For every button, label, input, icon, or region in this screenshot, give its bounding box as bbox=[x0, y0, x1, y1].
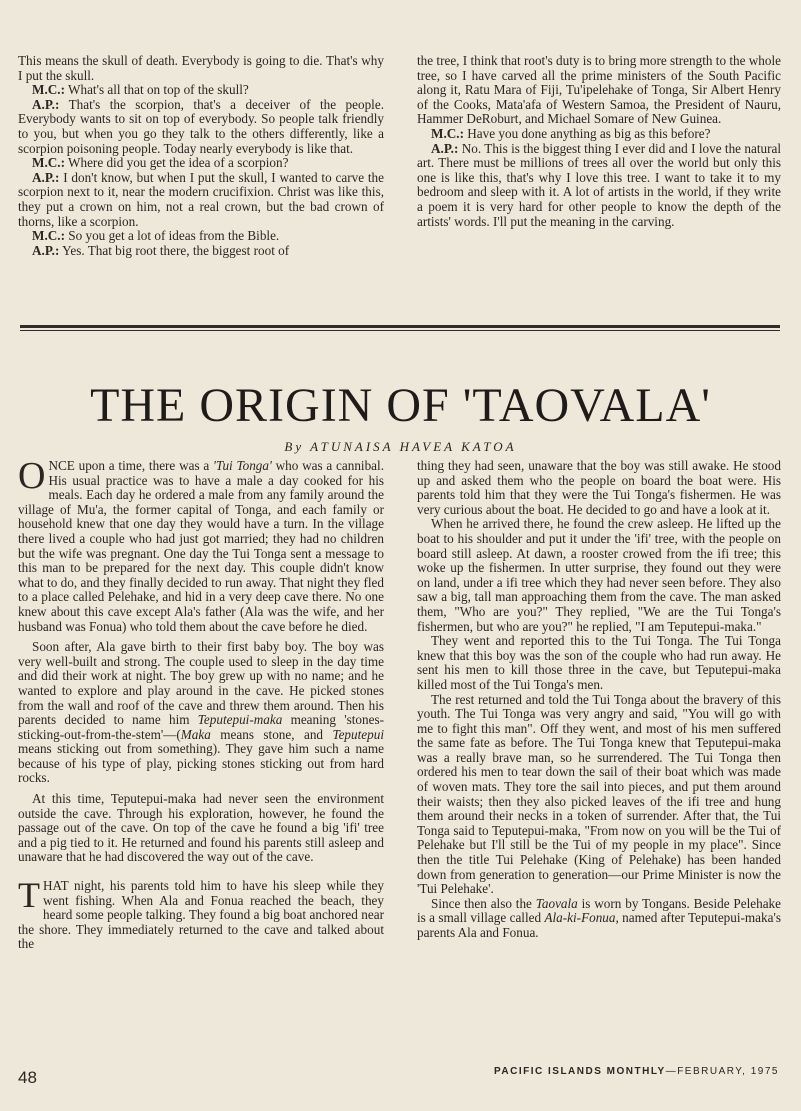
issue-date: —FEBRUARY, 1975 bbox=[665, 1066, 779, 1077]
article-column-right bbox=[417, 459, 781, 941]
running-footer bbox=[494, 1066, 779, 1077]
drop-cap: O bbox=[18, 455, 46, 497]
article-paragraph: Since then also the Taovala is worn by Tongans. Beside Pelehake is a small village called Ala-ki-Fonua, named after Teputepui-maka's parents Ala and Fonua. bbox=[417, 895, 782, 940]
interview-line: M.C.: So you get a lot of ideas from the Bible. bbox=[32, 228, 280, 244]
drop-cap: T bbox=[18, 875, 40, 916]
article-paragraph: At this time, Teputepui-maka had never seen the environment outside the cave. Through his exploration, however, he found the passage out of the cave. On top of the cave he found a big 'ifi' tree and a pig tied to it. He returned and found his parents still asleep and unaware that he had discovered the way out of the cave. bbox=[18, 791, 384, 865]
interview-column-left bbox=[18, 54, 384, 258]
page-number: 48 bbox=[18, 1068, 37, 1087]
interview-line: A.P.: No. This is the biggest thing I ever did and I love the natural art. There must be millions of trees all over the world but only this one is like this, that's why I love this tree. I want to take it to my bedroom and sleep with it. A lot of artists in the world, if they write a poem it is very hard for other people to know the depth of the artists' words. I'll put the meaning in the carving. bbox=[417, 140, 782, 229]
section-divider bbox=[20, 325, 780, 328]
interview-line: M.C.: What's all that on top of the skull? bbox=[32, 82, 249, 98]
interview-line: A.P.: Yes. That big root there, the biggest root of bbox=[32, 242, 290, 258]
interview-line: A.P.: That's the scorpion, that's a deceiver of the people. Everybody wants to sit on top of everybody. So people talk friendly to you, but when you go they talk to the others differently, like a scorpion poisoning people. Today nearly everybody is like that. bbox=[18, 96, 384, 156]
article-column-left bbox=[18, 455, 384, 952]
article-paragraph: thing they had seen, unaware that the boy was still awake. He stood up and asked them who the people on board the boat were. His parents told him that they were the Tui Tonga's fishermen. He was very curious about the boat. He decided to go and have a look at it. bbox=[417, 458, 781, 517]
interview-column-right bbox=[417, 54, 781, 229]
article-paragraph: THAT night, his parents told him to have his sleep while they went fishing. When Ala and Fonua reached the beach, they heard some people talking. They found a big boat anchored near the shore. They immediately returned to the cave and talked about the bbox=[18, 875, 384, 952]
article-paragraph: When he arrived there, he found the crew asleep. He lifted up the boat to his shoulder and put it under the 'ifi' tree, with the people on board still asleep. At dawn, a rooster crowed from the ifi tree; this woke up the fishermen. In utter surprise, they found out they were on land, under a ifi tree which they had never seen before. They also saw a big, tall man approaching them from the cave. The man asked them, "Who are you?" They replied, "We are the Tui Tonga's fishermen, but who are you?" he replied, "I am Teputepui-maka." bbox=[417, 516, 781, 634]
interview-line: the tree, I think that root's duty is to bring more strength to the whole tree, so I have carved all the prime ministers of the South Pacific along it, Ratu Mara of Fiji, Tu'ipelehake of Tonga, Sir Albert Henry of the Cooks, Mata'afa of Western Samoa, the President of Nauru, Hammer DeRoburt, and Michael Somare of New Guinea. bbox=[417, 53, 781, 127]
article-byline: By ATUNAISA HAVEA KATOA bbox=[284, 439, 517, 454]
section-divider-thin bbox=[20, 330, 780, 331]
interview-line: This means the skull of death. Everybody is going to die. That's why I put the skull. bbox=[18, 53, 384, 83]
article-paragraph: ONCE upon a time, there was a 'Tui Tonga' who was a cannibal. His usual practice was to have a male a day cooked for his meals. Each day he ordered a male from any family around the village of Mu'a, the former capital of Tonga, and each family or household knew that one day they would have a turn. In the village there lived a couple who had just got married; they had no children but the wife was pregnant. One day the Tui Tonga sent a message to this man to be prepared for the next day. This couple didn't know what to do, and they finally decided to run away. That night they fled to a place called Pelehake, and hid in a very deep cave there. No one knew about this cave except Ala's father (Ala was the wife, and her husband was Fonua) who told them about the cave before he died. bbox=[18, 455, 384, 634]
interview-line: M.C.: Have you done anything as big as this before? bbox=[431, 125, 711, 141]
interview-line: M.C.: Where did you get the idea of a scorpion? bbox=[32, 155, 289, 171]
article-paragraph: They went and reported this to the Tui Tonga. The Tui Tonga knew that this boy was the son of the couple who had run away. He sent his men to kill those three in the cave, but Teputepui-maka killed most of the Tui Tonga's men. bbox=[417, 633, 781, 692]
interview-line: A.P.: I don't know, but when I put the skull, I wanted to carve the scorpion next to it, near the modern crucifixion. Christ was like this, they put a crown on him, not a real crown, but the bad crown of thorns, like a scorpion. bbox=[18, 169, 384, 229]
article-paragraph: Soon after, Ala gave birth to their first baby boy. The boy was very well-built and strong. The couple used to sleep in the day time and did their work at night. The boy grew up with no name; and he wanted to explore and play around in the cave. He picked stones from the wall and roof of the cave and threw them around. Then his parents decided to name him Teputepui-maka meaning 'stones-sticking-out-from-the-stem'—(Maka means stone, and Teputepui means sticking out from something). They gave him such a name because of his type of play, picking stones sticking out from hard rocks. bbox=[18, 639, 384, 786]
magazine-name: PACIFIC ISLANDS MONTHLY bbox=[493, 1066, 666, 1077]
article-title: THE ORIGIN OF 'TAOVALA' bbox=[90, 379, 711, 432]
article-paragraph: The rest returned and told the Tui Tonga about the bravery of this youth. The Tui Tonga was very angry and said, "You will go with me to fight this man". Off they went, and most of his men suffered the same fate as before. The Tui Tonga knew that Teputepui-maka was a really brave man, so he surrendered. The Tui Tonga then ordered his men to tear down the sail of their boat which was made of woven mats. They tore the sail into pieces, and put them around their waists; then they also picked leaves of the ifi tree and hung them around their necks in a token of surrender. After that, the Tui Tonga said to Teputepui-maka, "From now on you will be the Tui of Pelehake but I'll still be the Tui of my people in my place". Since then the title Tui Pelehake (King of Pelehake) has been handed down from generation to generation—our Prime Minister is now the 'Tui Pelehake'. bbox=[417, 691, 781, 897]
